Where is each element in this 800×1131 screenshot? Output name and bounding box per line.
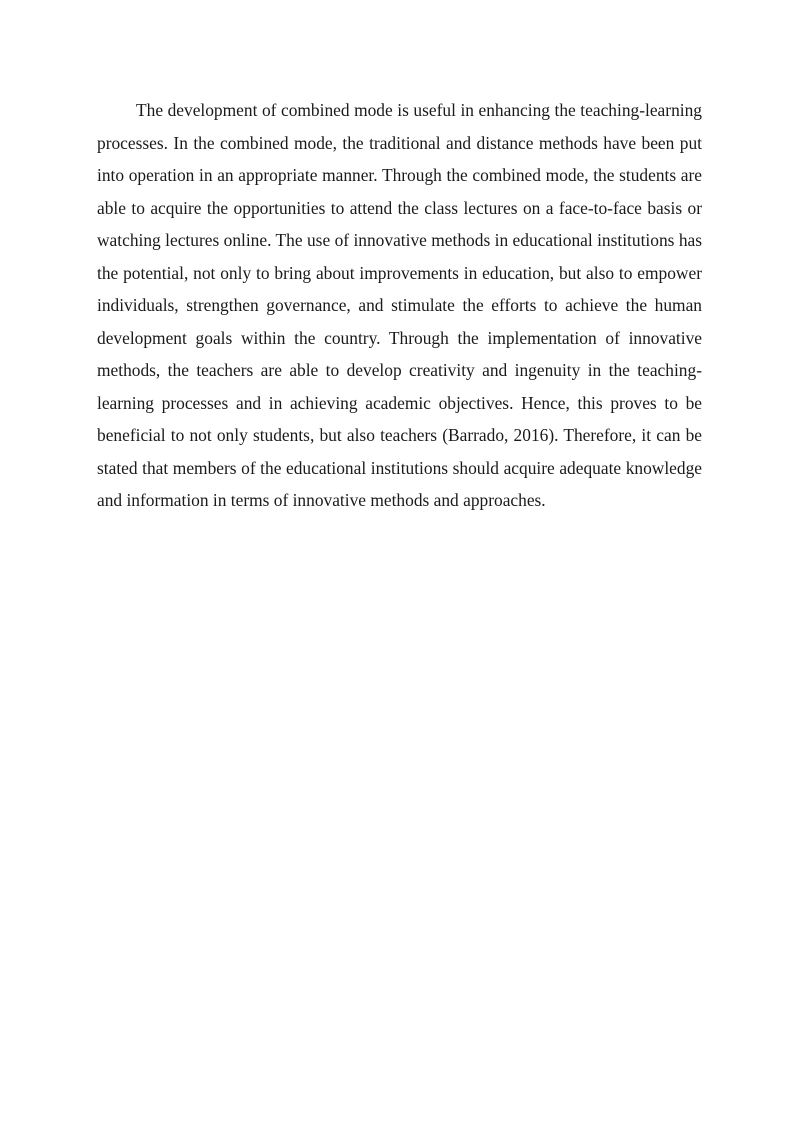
- body-paragraph: The development of combined mode is useful in enhancing the teaching-learning processes. In the combined mode, the traditional and distance methods have been put into operation in an appropriate manner. Through the combined mode, the students are able to acquire the opportunities to attend the class lectures on a face-to-face basis or watching lectures online. The use of innovative methods in educational institutions has the potential, not only to bring about improvements in education, but also to empower individuals, strengthen governance, and stimulate the efforts to achieve the human development goals within the country. Through the implementation of innovative methods, the teachers are able to develop creativity and ingenuity in the teaching-learning processes and in achieving academic objectives. Hence, this proves to be beneficial to not only students, but also teachers (Barrado, 2016). Therefore, it can be stated that members of the educational institutions should acquire adequate knowledge and information in terms of innovative methods and approaches.: [97, 100, 702, 510]
